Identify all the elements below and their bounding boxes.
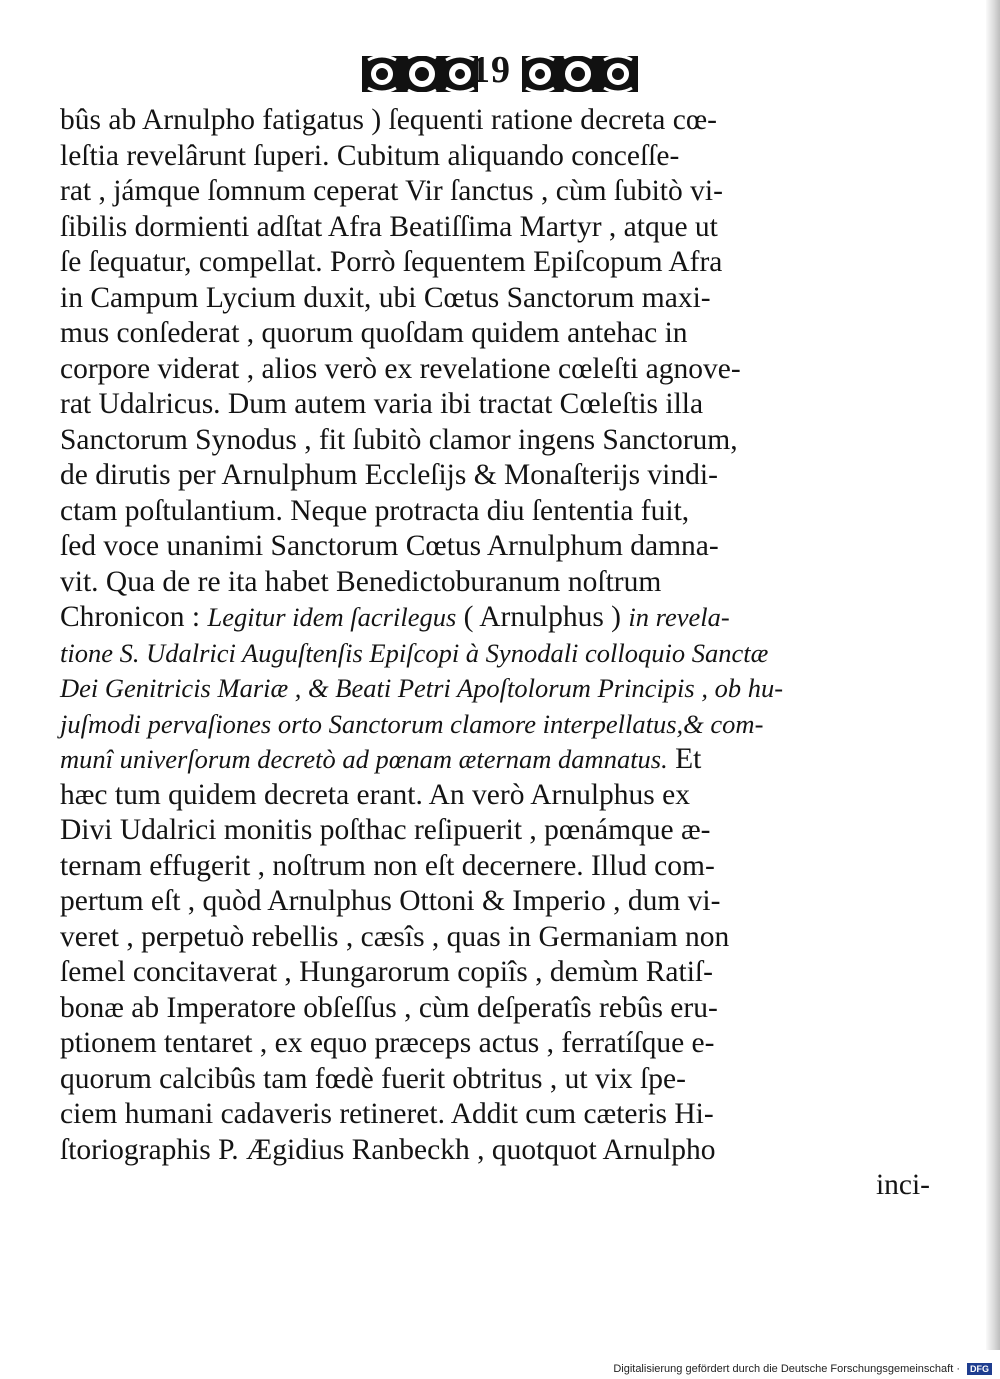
italic-quotation-text: juſmodi pervaſiones orto Sanctorum clamore interpellatus,& com-	[60, 708, 764, 739]
page-number: 19	[471, 49, 511, 91]
text-segment: corpore viderat , alios verò ex revelatione cœleſti agnove-	[60, 352, 741, 385]
text-segment: leſtia revelârunt ſuperi. Cubitum aliquando conceſſe-	[60, 139, 680, 172]
text-segment: ternam effugerit , noſtrum non eſt decernere. Illud com-	[60, 849, 715, 882]
text-line	[60, 707, 930, 743]
text-segment: rat Udalricus. Dum autem varia ibi tractat Cœleſtis illa	[60, 388, 704, 420]
body-text	[60, 103, 930, 1204]
text-line	[60, 103, 930, 139]
text-segment: mus conſederat , quorum quoſdam quidem antehac in	[60, 317, 688, 349]
text-line	[60, 1133, 930, 1169]
italic-quotation-text: munî univerſorum decretò ad pœnam æternam damnatus.	[60, 744, 668, 774]
text-segment: ſibilis dormienti adſtat Afra Beatiſſima Martyr , atque ut	[60, 210, 718, 243]
footer-credit: Digitalisierung gefördert durch die Deutsche Forschungsgemeinschaft ·	[613, 1363, 960, 1375]
text-segment: veret , perpetuò rebellis , cæsîs , quas in Germaniam non	[60, 920, 730, 953]
text-line	[60, 210, 930, 246]
text-line	[60, 884, 930, 920]
text-segment: ( Arnulphus )	[456, 601, 629, 633]
text-segment: Chronicon :	[60, 601, 208, 633]
text-segment: inci-	[875, 1169, 930, 1201]
text-line	[60, 529, 930, 565]
dfg-logo: DFG	[967, 1363, 992, 1375]
text-line	[60, 849, 930, 885]
text-line	[60, 352, 930, 388]
text-line	[60, 955, 930, 991]
text-line	[60, 920, 930, 956]
text-segment: ſe ſequatur, compellat. Porrò ſequentem Epiſcopum Afra	[60, 246, 723, 278]
text-line	[60, 1168, 930, 1204]
text-segment: ctam poſtulantium. Neque protracta diu ſententia fuit,	[60, 494, 690, 527]
page-edge-shadow	[986, 0, 1000, 1350]
text-segment: hæc tum quidem decreta erant. An verò Arnulphus ex	[60, 778, 690, 811]
text-line	[60, 387, 930, 423]
text-line	[60, 458, 930, 494]
text-segment: rat , jámque ſomnum ceperat Vir ſanctus , cùm ſubitò vi-	[60, 175, 723, 207]
text-line	[60, 991, 930, 1027]
text-line	[60, 423, 930, 459]
text-segment: ptionem tentaret , ex equo præceps actus , ferratíſque e-	[60, 1027, 715, 1059]
italic-quotation-text: Dei Genitricis Mariæ , & Beati Petri Apoſtolorum Principis , ob hu-	[60, 673, 784, 703]
text-line	[60, 1026, 930, 1062]
text-line	[60, 813, 930, 849]
text-line	[60, 281, 930, 317]
text-segment: vit. Qua de re ita habet Benedictoburanum noſtrum	[60, 565, 662, 598]
text-segment: Divi Udalrici monitis poſthac reſipuerit , pœnámque æ-	[60, 814, 711, 846]
text-segment: bonæ ab Imperatore obſeſſus , cùm deſperatîs rebûs eru-	[60, 991, 718, 1024]
text-segment: ſtoriographis P. Ægidius Ranbeckh , quotquot Arnulpho	[60, 1133, 716, 1166]
text-segment: bûs ab Arnulpho fatigatus ) ſequenti ratione decreta cœ-	[60, 104, 717, 136]
text-segment: quorum calcibûs tam fœdè fuerit obtritus , ut vix ſpe-	[60, 1062, 686, 1095]
text-line	[60, 778, 930, 814]
text-segment: Et	[667, 743, 702, 775]
text-line	[60, 494, 930, 530]
italic-quotation-text: Legitur idem ſacrilegus	[207, 602, 457, 632]
text-segment: ciem humani cadaveris retineret. Addit cum cæteris Hi-	[60, 1098, 714, 1130]
text-segment: pertum eſt , quòd Arnulphus Ottoni & Imperio , dum vi-	[60, 885, 721, 917]
text-line	[60, 742, 930, 778]
italic-quotation-text: in revela-	[628, 602, 730, 632]
page-header	[0, 50, 1000, 100]
text-segment: ſed voce unanimi Sanctorum Cœtus Arnulphum damna-	[60, 530, 719, 562]
text-segment: de dirutis per Arnulphum Eccleſijs & Monaſterijs vindi-	[60, 459, 718, 491]
text-line	[60, 1097, 930, 1133]
text-segment: in Campum Lycium duxit, ubi Cœtus Sanctorum maxi-	[60, 281, 711, 314]
italic-quotation-text: tione S. Udalrici Auguſtenſis Epiſcopi à Synodali colloquio Sanctæ	[60, 637, 769, 668]
text-segment: Sanctorum Synodus , fit ſubitò clamor ingens Sanctorum,	[60, 423, 738, 456]
digitization-footer	[0, 1362, 1000, 1379]
text-line	[60, 245, 930, 281]
text-line	[60, 139, 930, 175]
text-line	[60, 636, 930, 672]
text-line	[60, 316, 930, 352]
right-floral-ornament-icon	[520, 50, 640, 98]
text-line	[60, 1062, 930, 1098]
text-segment: ſemel concitaverat , Hungarorum copiîs , demùm Ratiſ-	[60, 956, 713, 988]
text-line	[60, 174, 930, 210]
text-line	[60, 600, 930, 636]
text-line	[60, 671, 930, 707]
text-line	[60, 565, 930, 601]
